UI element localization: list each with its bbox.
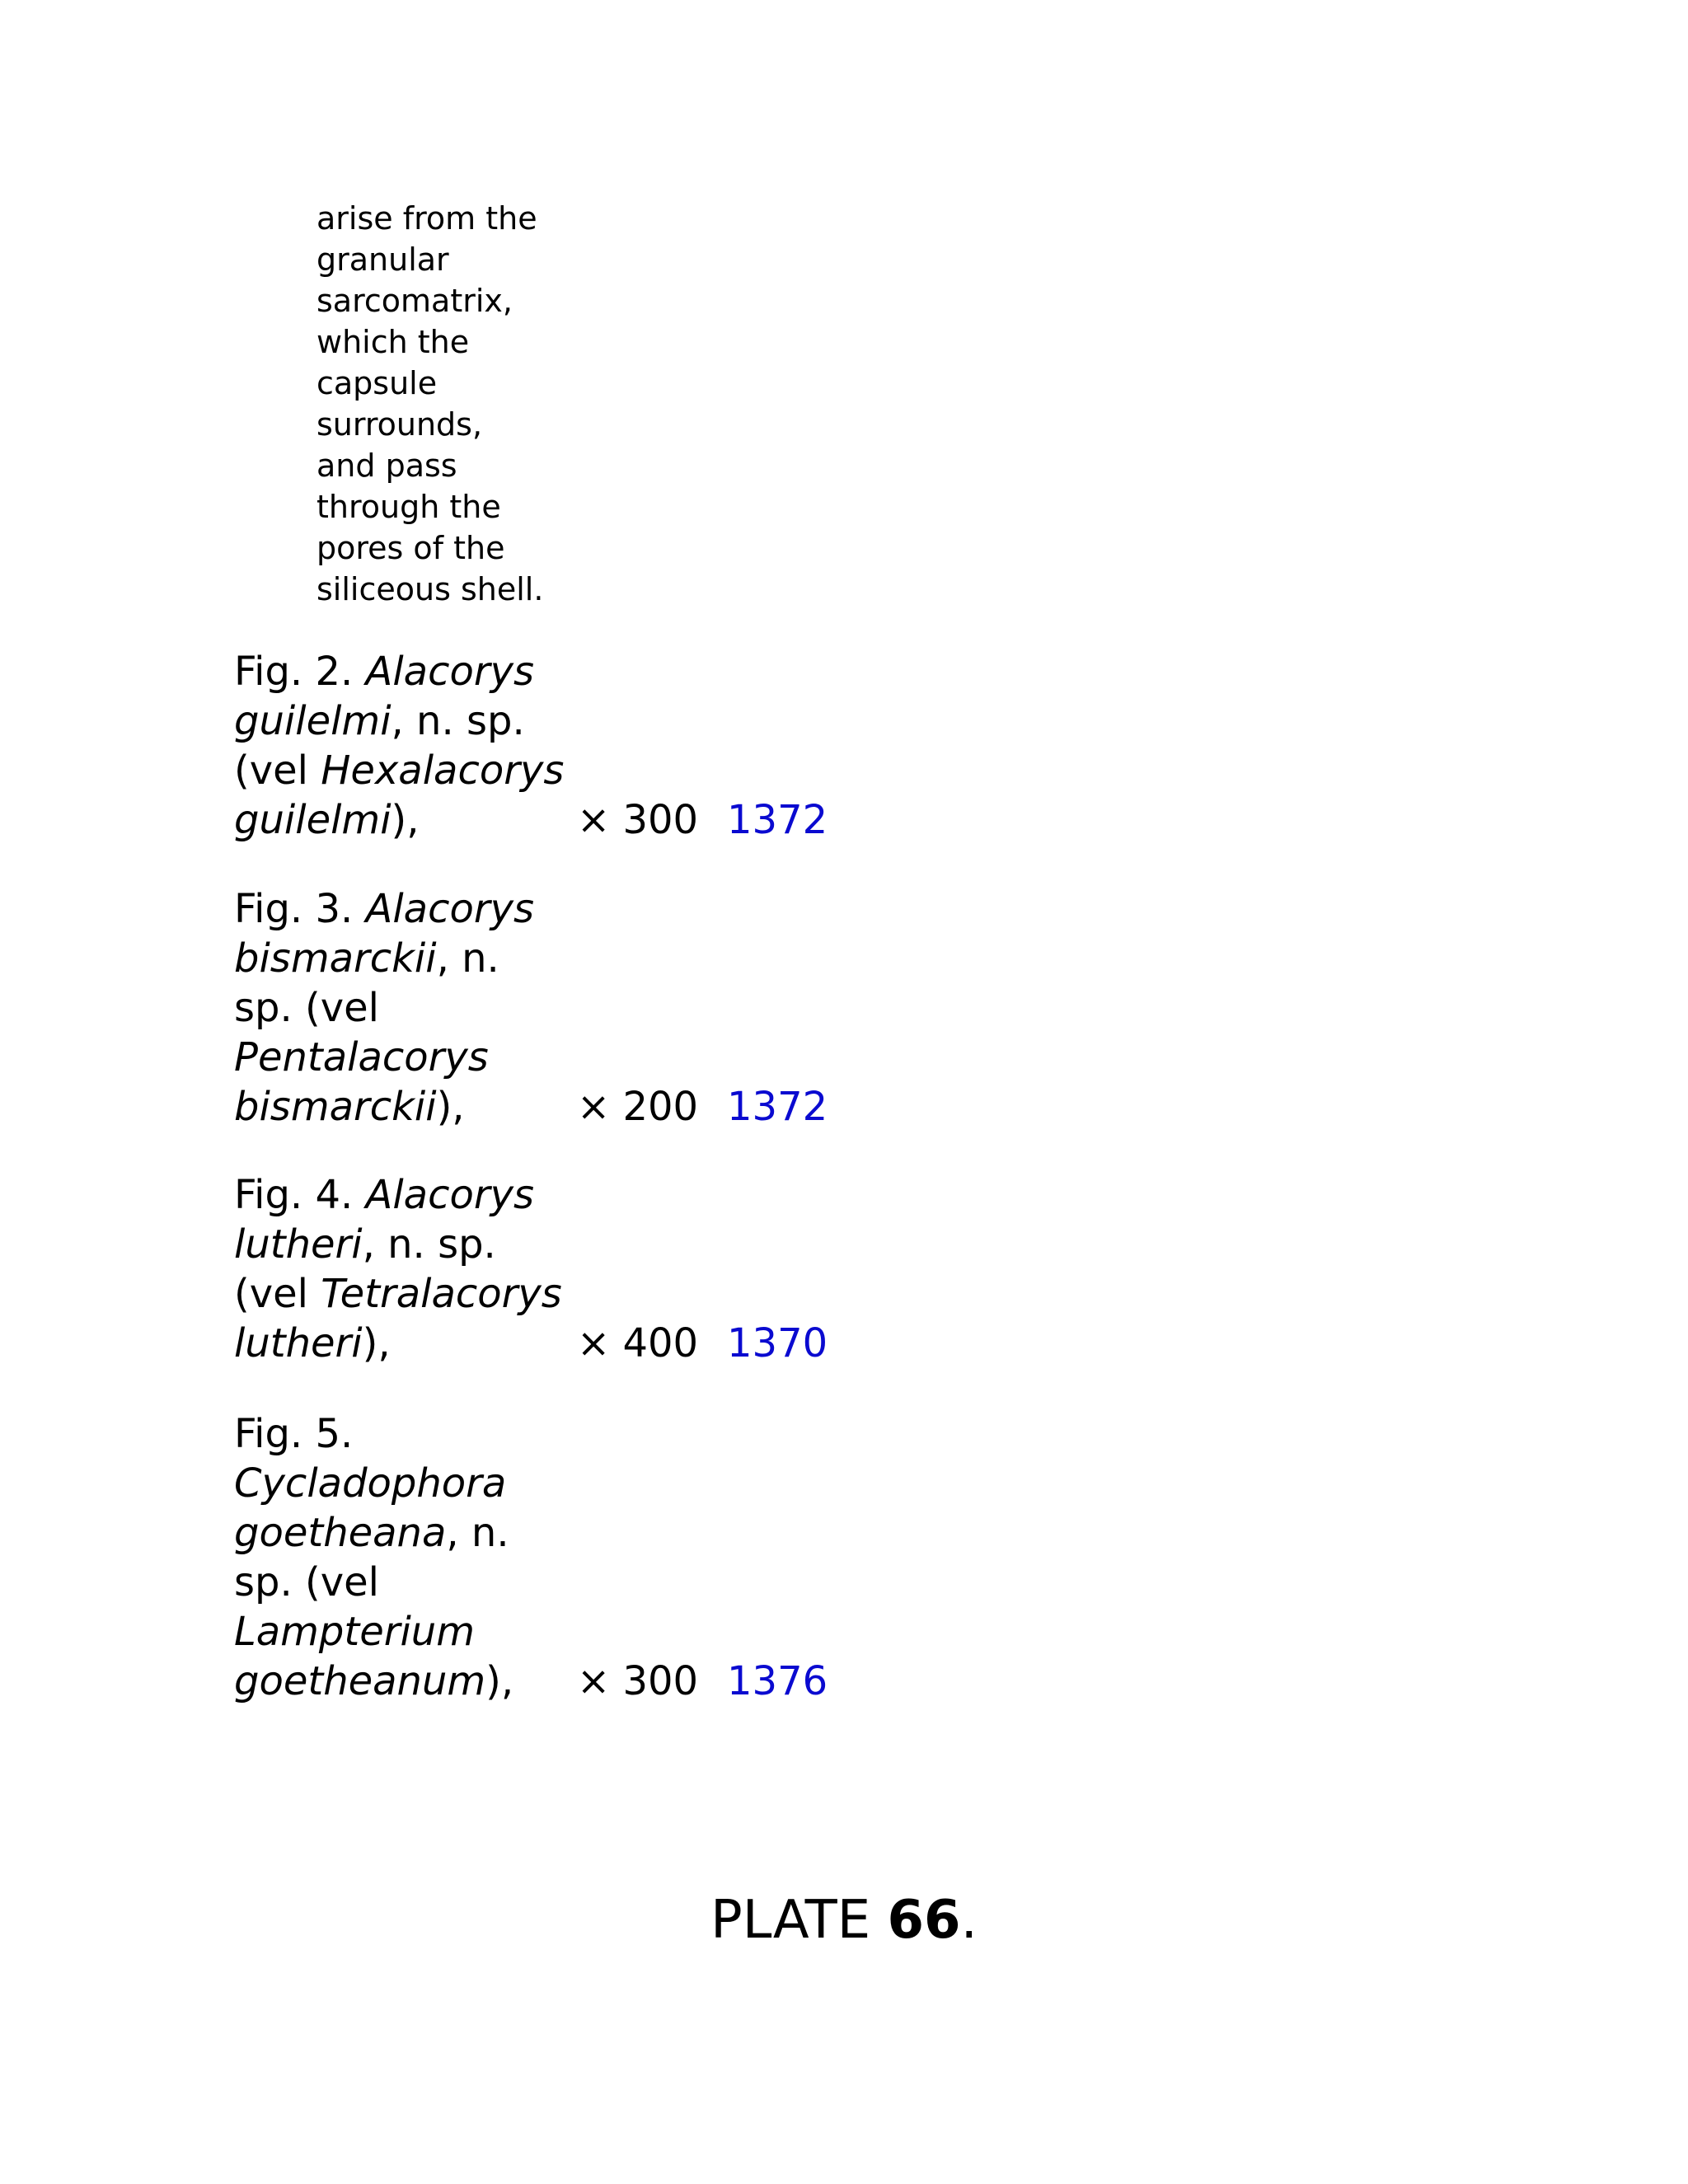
caption-text: sp. (vel	[234, 985, 379, 1031]
plate-label: PLATE	[710, 1890, 888, 1951]
figure-label: Fig. 4.	[234, 1172, 366, 1218]
intro-line: pores of the	[316, 530, 505, 566]
species-name: lutheri	[234, 1221, 363, 1268]
caption-text: (vel	[234, 1271, 321, 1317]
plate-heading	[0, 1887, 1688, 1953]
figure-caption	[234, 647, 564, 845]
intro-line: capsule	[316, 365, 438, 401]
species-name: goetheanum	[234, 1658, 486, 1704]
figure-caption	[234, 1170, 564, 1368]
intro-line: through the	[316, 489, 501, 525]
figure-label: Fig. 3.	[234, 886, 366, 932]
figure-entry-2	[234, 647, 860, 845]
figure-entry-5	[234, 1409, 860, 1706]
species-name: guilelmi	[234, 698, 392, 744]
species-name: lutheri	[234, 1320, 363, 1366]
caption-text: ),	[362, 1320, 391, 1366]
genus-name: Hexalacorys	[321, 748, 565, 794]
caption-text: , n. sp.	[391, 698, 525, 744]
genus-name: Alacorys	[365, 649, 534, 695]
genus-name: Tetralacorys	[321, 1271, 562, 1317]
intro-line: surrounds,	[316, 406, 483, 443]
magnification: × 300	[577, 1658, 699, 1704]
species-name: bismarckii	[234, 1084, 437, 1130]
caption-text: , n.	[446, 1510, 509, 1556]
page-link[interactable]: 1372	[727, 1084, 828, 1130]
intro-line: sarcomatrix,	[316, 283, 513, 319]
page-link[interactable]: 1370	[727, 1320, 828, 1366]
plate-number: 66	[887, 1890, 961, 1951]
genus-name: Pentalacorys	[234, 1034, 489, 1080]
page-link[interactable]: 1376	[727, 1658, 828, 1704]
species-name: bismarckii	[234, 935, 437, 982]
intro-paragraph	[316, 198, 564, 610]
magnification: × 400	[577, 1320, 699, 1366]
figure-label: Fig. 2.	[234, 649, 366, 695]
page-link[interactable]: 1372	[727, 797, 828, 843]
caption-text: , n.	[436, 935, 499, 982]
caption-text: ),	[391, 797, 420, 843]
plate-period: .	[960, 1890, 978, 1951]
intro-line: and pass	[316, 448, 457, 484]
magnification: × 300	[577, 797, 699, 843]
figure-caption	[234, 1409, 564, 1706]
intro-line: granular	[316, 241, 449, 278]
caption-text: (vel	[234, 748, 321, 794]
genus-name: Alacorys	[365, 1172, 534, 1218]
figure-entry-4	[234, 1170, 860, 1368]
figure-entry-3	[234, 884, 860, 1132]
caption-text: , n. sp.	[362, 1221, 496, 1268]
figure-label: Fig. 5.	[234, 1411, 354, 1457]
intro-line: siliceous shell.	[316, 571, 544, 607]
genus-name: Alacorys	[365, 886, 534, 932]
caption-text: sp. (vel	[234, 1559, 379, 1605]
genus-name: Lampterium	[234, 1609, 475, 1655]
magnification: × 200	[577, 1084, 699, 1130]
caption-text: ),	[436, 1084, 465, 1130]
species-name: goetheana	[234, 1510, 447, 1556]
figure-caption	[234, 884, 564, 1132]
genus-name: Cycladophora	[234, 1460, 507, 1507]
caption-text: ),	[485, 1658, 514, 1704]
intro-line: which the	[316, 324, 470, 360]
species-name: guilelmi	[234, 797, 392, 843]
intro-line: arise from the	[316, 200, 537, 237]
